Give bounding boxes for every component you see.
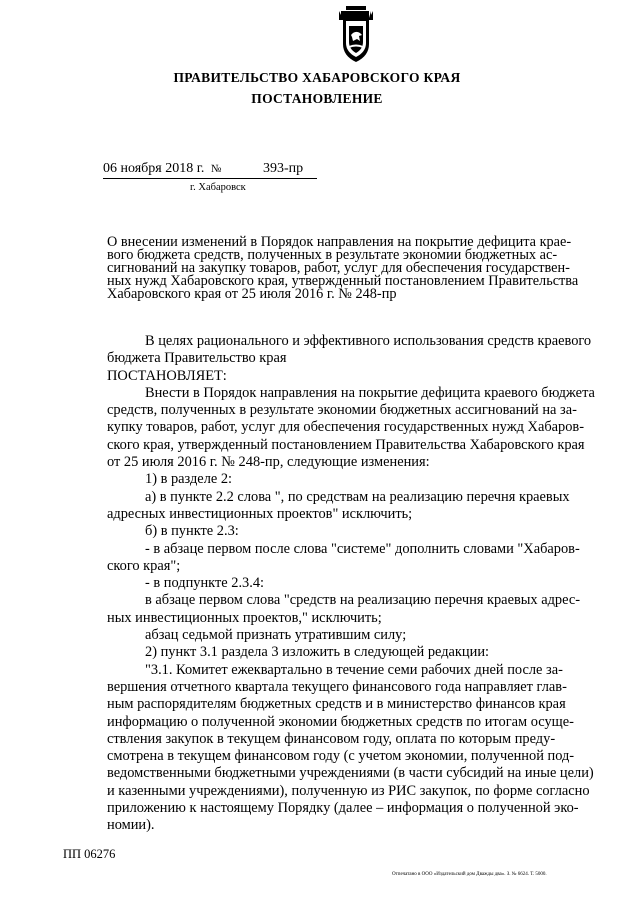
- coat-of-arms-icon: [331, 6, 381, 64]
- subject-line: вого бюджета средств, полученных в результате экономии бюджетных ас-: [107, 247, 558, 263]
- body-line: от 25 июля 2016 г. № 248-пр, следующие изменения:: [107, 454, 430, 471]
- body-line: в абзаце первом слова "средств на реализацию перечня краевых адрес-: [145, 592, 581, 609]
- body-line: "3.1. Комитет ежеквартально в течение семи рабочих дней после за-: [145, 661, 563, 678]
- body-line: 1) в разделе 2:: [145, 471, 233, 488]
- body-line: ПОСТАНОВЛЯЕТ:: [107, 367, 227, 384]
- subject-line: сигнований на закупку товаров, работ, услуг для обеспечения государствен-: [107, 260, 570, 276]
- document-date: 06 ноября 2018 г.: [103, 161, 205, 176]
- body-line: В целях рационального и эффективного использования средств краевого: [145, 333, 592, 349]
- print-imprint: Отпечатано в ООО «Издательский дом Дважды два». З. № 6624. Т. 5000.: [392, 872, 547, 877]
- body-line: Внести в Порядок направления на покрытие дефицита краевого бюджета: [145, 384, 595, 401]
- subject-line: Хабаровского края от 25 июля 2016 г. № 248-пр: [107, 286, 397, 302]
- body-line: ных инвестиционных проектов," исключить;: [107, 609, 382, 626]
- body-line: б) в пункте 2.3:: [145, 523, 239, 540]
- document-number: 393-пр: [263, 161, 304, 176]
- body-line: ского края, утвержденный постановлением Правительства Хабаровского края: [107, 436, 585, 453]
- document-subject: [107, 236, 610, 301]
- body-line: а) в пункте 2.2 слова ", по средствам на реализацию перечня краевых: [145, 488, 570, 505]
- body-line: бюджета Правительство края: [107, 350, 287, 367]
- body-line: адресных инвестиционных проектов" исключить;: [107, 505, 413, 522]
- body-line: купку товаров, работ, услуг для обеспечения государственных нужд Хабаров-: [107, 419, 585, 436]
- body-line: - в абзаце первом после слова "системе" дополнить словами "Хабаров-: [145, 540, 580, 557]
- body-line: вершения отчетного квартала текущего финансового года направляет глав-: [107, 678, 567, 695]
- body-line: ского края";: [107, 557, 181, 574]
- subject-line: О внесении изменений в Порядок направления на покрытие дефицита крае-: [107, 234, 572, 250]
- document-code: ПП 06276: [63, 847, 116, 861]
- body-line: приложению к настоящему Порядку (далее – информация о полученной эко-: [107, 800, 579, 817]
- date-number-line: [103, 160, 317, 179]
- body-line: абзац седьмой признать утратившим силу;: [145, 627, 407, 644]
- body-line: и казенными учреждениями), полученную из РИС закупок, по форме согласно: [107, 782, 590, 799]
- body-line: 2) пункт 3.1 раздела 3 изложить в следующей редакции:: [145, 644, 490, 661]
- body-line: смотрена в текущем финансовом году (с учетом экономии, полученной под-: [107, 748, 575, 765]
- subject-line: ных нужд Хабаровского края, утвержденный постановлением Правительства: [107, 273, 579, 289]
- government-title: ПРАВИТЕЛЬСТВО ХАБАРОВСКОГО КРАЯ: [173, 70, 461, 85]
- city: г. Хабаровск: [190, 182, 246, 193]
- body-line: ным распорядителям бюджетных средств и в министерство финансов края: [107, 696, 566, 713]
- body-line: средств, полученных в результате экономии бюджетных ассигнований на за-: [107, 402, 577, 419]
- body-line: информацию о полученной экономии бюджетных средств по итогам осуще-: [107, 713, 574, 730]
- body-line: ствления закупок в текущем финансовом году, оплата по которым преду-: [107, 730, 556, 747]
- number-sign: №: [210, 163, 222, 175]
- document-type: ПОСТАНОВЛЕНИЕ: [251, 91, 383, 106]
- body-line: ведомственными бюджетными учреждениями (в части субсидий на иные цели): [107, 765, 594, 782]
- body-line: - в подпункте 2.3.4:: [145, 575, 265, 592]
- body-line: номии).: [107, 817, 155, 834]
- document-body: [107, 333, 610, 835]
